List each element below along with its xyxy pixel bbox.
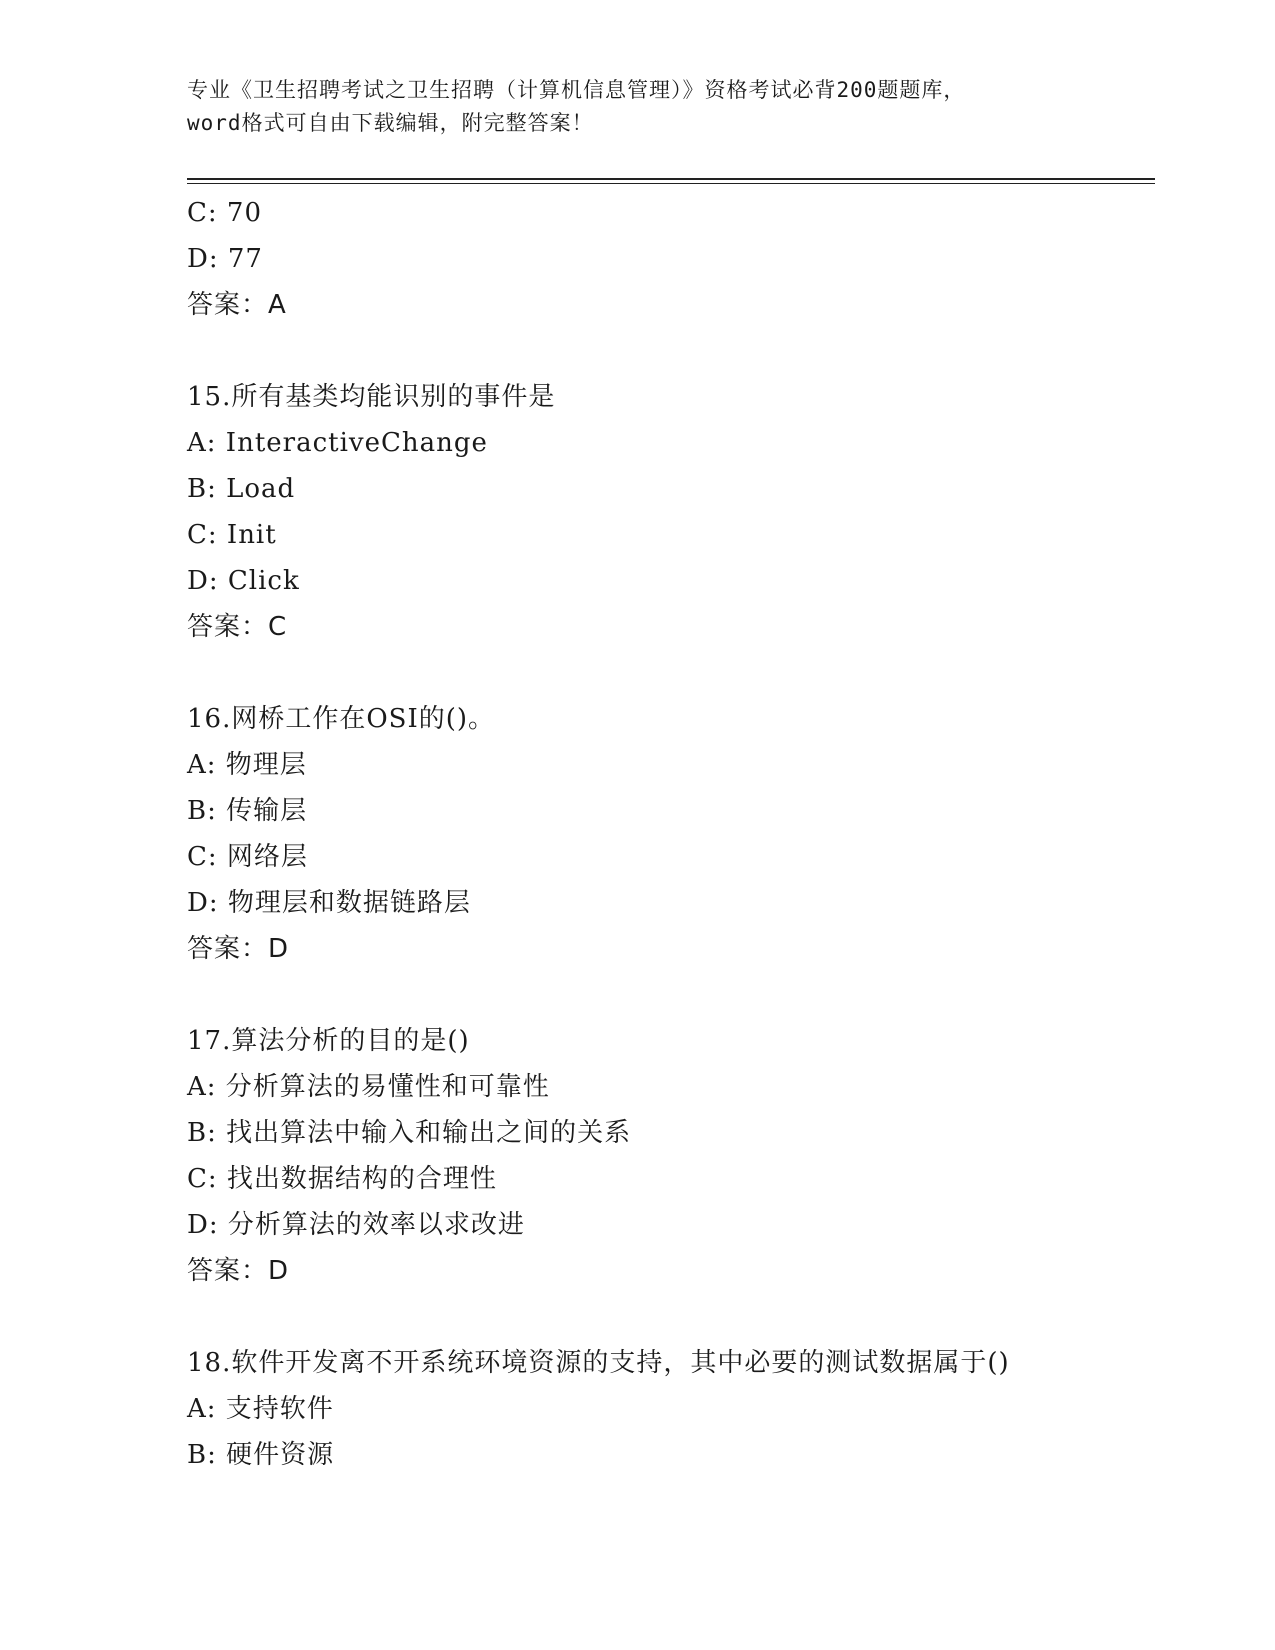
option-c: C: 找出数据结构的合理性 bbox=[187, 1164, 497, 1194]
header-line-1: 专业《卫生招聘考试之卫生招聘（计算机信息管理）》资格考试必背200题题库， bbox=[187, 78, 966, 102]
option-b: B: Load bbox=[187, 474, 296, 504]
option-d: D: 物理层和数据链路层 bbox=[187, 888, 471, 918]
question-18 bbox=[187, 1340, 1155, 1478]
option-a: A: InteractiveChange bbox=[187, 428, 488, 458]
answer-line: 答案：D bbox=[187, 1256, 290, 1286]
option-c: C: 70 bbox=[187, 198, 263, 228]
question-text: 17.算法分析的目的是() bbox=[187, 1026, 470, 1056]
question-text: 18.软件开发离不开系统环境资源的支持，其中必要的测试数据属于() bbox=[187, 1348, 1010, 1378]
option-c: C: 网络层 bbox=[187, 842, 308, 872]
option-d: D: 77 bbox=[187, 244, 263, 274]
option-b: B: 找出算法中输入和输出之间的关系 bbox=[187, 1118, 632, 1148]
question-text: 16.网桥工作在OSI的()。 bbox=[187, 704, 496, 734]
question-text: 15.所有基类均能识别的事件是 bbox=[187, 382, 556, 412]
answer-line: 答案：A bbox=[187, 290, 287, 320]
option-a: A: 分析算法的易懂性和可靠性 bbox=[187, 1072, 550, 1102]
answer-line: 答案：C bbox=[187, 612, 288, 642]
option-a: A: 支持软件 bbox=[187, 1394, 334, 1424]
answer-line: 答案：D bbox=[187, 934, 290, 964]
question-17 bbox=[187, 1018, 1155, 1294]
question-15 bbox=[187, 374, 1155, 650]
question-16 bbox=[187, 696, 1155, 972]
question-fragment bbox=[187, 190, 1155, 328]
header-divider-thin bbox=[187, 183, 1155, 184]
option-c: C: Init bbox=[187, 520, 277, 550]
option-b: B: 硬件资源 bbox=[187, 1440, 335, 1470]
header-divider-thick bbox=[187, 178, 1155, 180]
header-line-2: word格式可自由下载编辑，附完整答案！ bbox=[187, 111, 594, 135]
option-d: D: Click bbox=[187, 566, 300, 596]
question-list bbox=[187, 190, 1155, 1478]
document-header bbox=[187, 74, 1087, 140]
option-d: D: 分析算法的效率以求改进 bbox=[187, 1210, 525, 1240]
option-a: A: 物理层 bbox=[187, 750, 307, 780]
option-b: B: 传输层 bbox=[187, 796, 308, 826]
